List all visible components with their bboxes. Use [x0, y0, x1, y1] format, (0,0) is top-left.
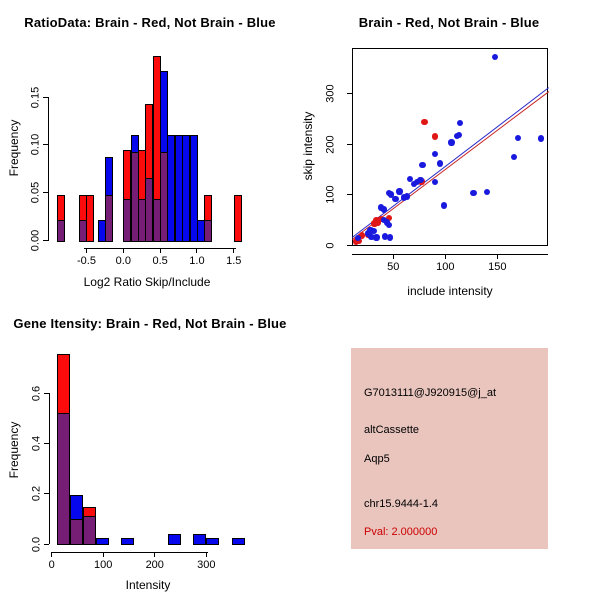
y-tick-label: 0.10 [29, 134, 42, 156]
y-tick-label: 300 [324, 84, 337, 103]
x-tick-label: 0.5 [152, 254, 168, 267]
y-tick-label: 0.00 [29, 229, 42, 252]
x-tick-label: 1.0 [189, 254, 205, 267]
probe-id-text: G7013111@J920915@j_at [364, 386, 497, 399]
x-tick-label: -0.5 [76, 254, 96, 267]
probe-info-background [351, 348, 549, 549]
y-tick-label: 0.2 [30, 486, 43, 502]
x-tick-label: 0.0 [115, 254, 131, 267]
gene-name-text: Aqp5 [364, 453, 390, 465]
y-tick-label: 200 [324, 134, 337, 154]
y-tick-label: 0.05 [29, 182, 42, 204]
ratio-hist-yaxis-label: Frequency [7, 119, 21, 177]
x-tick-label: 1.5 [226, 254, 242, 267]
y-tick-label: 0.4 [30, 435, 43, 452]
ratio-hist-xaxis-label: Log2 Ratio Skip/Include [83, 275, 211, 289]
event-type-text: altCassette [364, 424, 420, 436]
gene-hist-xaxis-label: Intensity [125, 578, 171, 592]
locus-text: chr15.9444-1.4 [364, 498, 438, 510]
scatter-title: Brain - Red, Not Brain - Blue [358, 15, 540, 30]
gene-hist-yaxis-label: Frequency [7, 421, 21, 479]
x-tick-label: 50 [387, 261, 400, 273]
x-tick-label: 300 [197, 558, 216, 571]
ratio-hist-title: RatioData: Brain - Red, Not Brain - Blue [24, 15, 276, 30]
x-tick-label: 100 [94, 558, 113, 571]
x-tick-label: 100 [436, 261, 455, 273]
y-tick-label: 100 [324, 185, 337, 205]
x-tick-label: 150 [488, 261, 507, 273]
y-tick-label: 0.15 [29, 86, 42, 108]
y-tick-label: 0 [324, 242, 337, 249]
scatter-yaxis-label: skip intensity [301, 111, 315, 181]
scatter-xaxis-label: include intensity [407, 284, 493, 298]
pval-text: Pval: 2.000000 [364, 526, 438, 538]
gene-hist-title: Gene Itensity: Brain - Red, Not Brain - Blue [13, 316, 287, 331]
x-tick-label: 200 [145, 558, 164, 571]
x-tick-label: 0 [48, 558, 55, 571]
y-tick-label: 0.0 [30, 536, 43, 552]
y-tick-label: 0.6 [30, 385, 43, 401]
